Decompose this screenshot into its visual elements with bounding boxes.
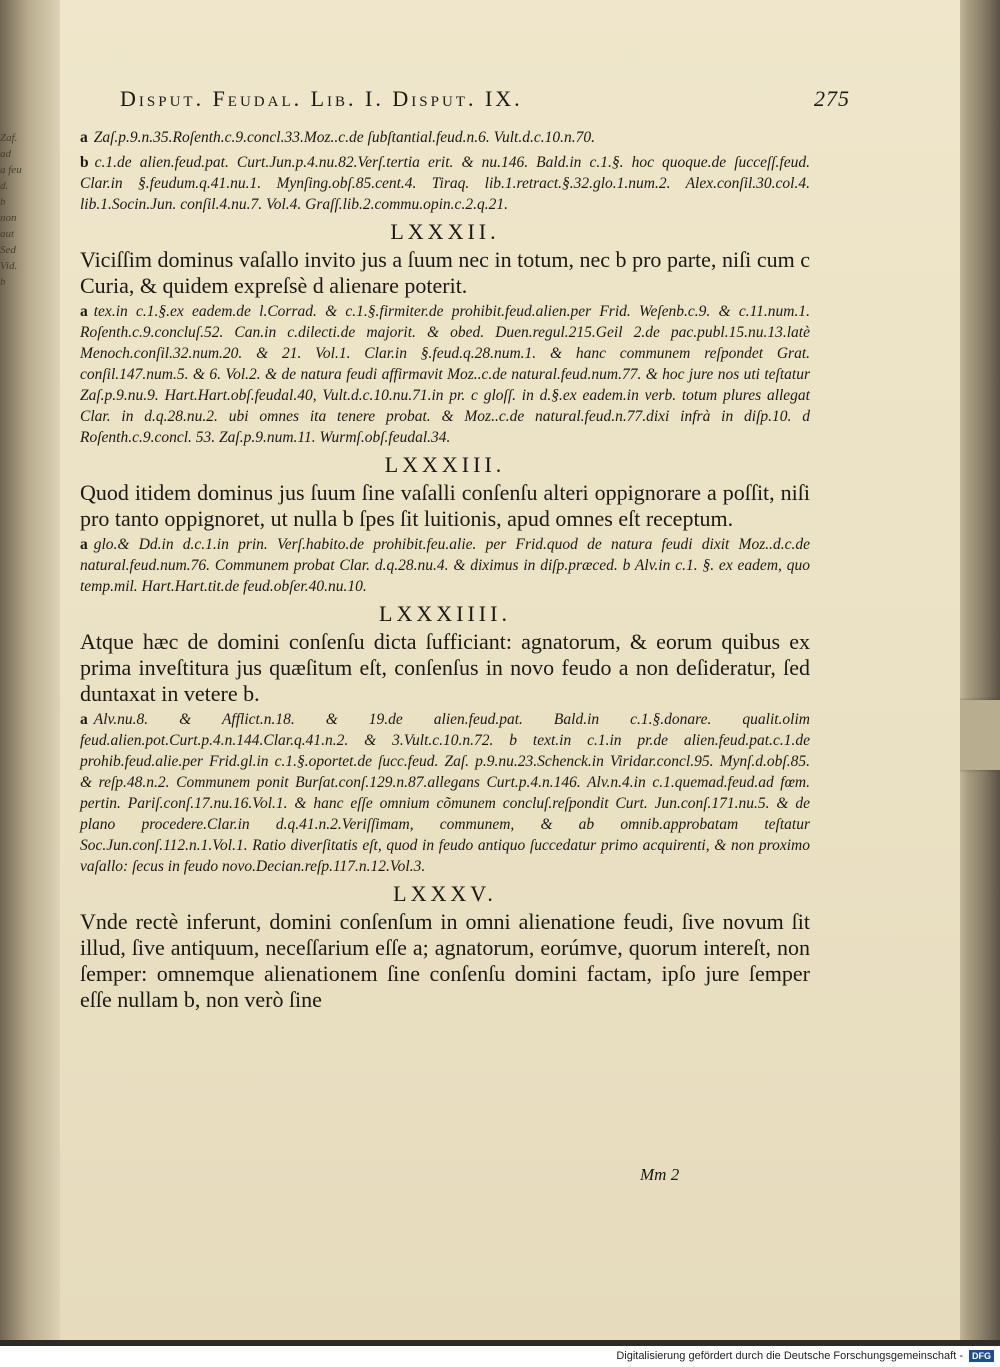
margin-note: non bbox=[0, 212, 17, 224]
section-number: LXXXV. bbox=[393, 881, 497, 906]
margin-note: Sed bbox=[0, 244, 16, 256]
body-paragraph: Atque hæc de domini conſenſu dicta ſufficiant: agnatorum, & eorum quibus ex prima inveſtitura jus quæſitum eſt, conſenſus in novo feudo a non deſideratur, ſed duntaxat in vetere b. bbox=[80, 629, 810, 706]
margin-note: aut bbox=[0, 228, 15, 240]
page-number: 275 bbox=[814, 86, 850, 111]
section-number: LXXXIIII. bbox=[379, 601, 511, 626]
page-body bbox=[80, 125, 810, 1013]
running-title: Disput. Feudal. Lib. I. Disput. IX. bbox=[120, 86, 523, 111]
running-header bbox=[120, 86, 850, 112]
page bbox=[60, 0, 960, 1340]
catchword-signature: Mm 2 bbox=[640, 1165, 680, 1184]
dfg-logo: DFG bbox=[969, 1350, 994, 1362]
margin-note: Vid. bbox=[0, 260, 18, 272]
right-page-stack bbox=[955, 0, 1000, 1340]
footer-text: Digitalisierung gefördert durch die Deutsche Forschungsgemeinschaft - bbox=[616, 1350, 963, 1362]
body-paragraph: Quod itidem dominus jus ſuum ſine vaſalli conſenſu alteri oppignorare a poſſit, niſi pro tanto oppignoret, ut nulla b ſpes ſit luitionis, apud omnes eſt receptum. bbox=[80, 480, 810, 531]
footnote bbox=[80, 534, 810, 597]
margin-note: ad bbox=[0, 148, 11, 160]
left-margin-notes bbox=[0, 130, 60, 550]
footnote-marker: a bbox=[80, 303, 88, 320]
footnote-marker: a bbox=[80, 129, 88, 146]
section-number: LXXXII. bbox=[390, 219, 500, 244]
footnote-text: Zaſ.p.9.n.35.Roſenth.c.9.concl.33.Moz..c.de ſubſtantial.feud.n.6. Vult.d.c.10.n.70. bbox=[93, 129, 595, 146]
margin-note: d. bbox=[0, 180, 9, 192]
margin-note: b bbox=[0, 276, 6, 288]
margin-note: b bbox=[0, 196, 6, 208]
footnote-marker: a bbox=[80, 711, 88, 728]
footnote bbox=[80, 709, 810, 877]
margin-note: Zaf. bbox=[0, 132, 18, 144]
footnote-text: glo.& Dd.in d.c.1.in prin. Verſ.habito.de prohibit.feu.alie. per Frid.quod de natura feudi dixit Moz..d.c.de natural.feud.num.76. Communem probat Clar. d.q.28.nu.4. & diximus in diſp.præced. b Alv.in c.1. §. ex eadem, quo temp.mil. Hart.Hart.tit.de feud.obſer.40.nu.10. bbox=[80, 536, 810, 595]
body-paragraph: Viciſſim dominus vaſallo invito jus a ſuum nec in totum, nec b pro parte, niſi cum c Curia, & quidem expreſsè d alienare poterit. bbox=[80, 247, 810, 298]
footnote-text: Alv.nu.8. & Afflict.n.18. & 19.de alien.feud.pat. Bald.in c.1.§.donare. qualit.olim feud.alien.pot.Curt.p.4.n.144.Clar.q.41.n.2. & 3.Vult.c.10.n.72. b text.in c.1.in pr.de alien.feud.pat.c.1.de prohib.feud.alie.per Frid.gl.in c.1.§.oportet.de ſucc.feud. Zaſ. p.9.nu.23.Schenck.in Viridar.concl.95. Mynſ.d.obſ.85. & reſp.48.n.2. Communem ponit Burſat.conſ.129.n.87.allegans Curt.p.4.n.146. Alv.n.4.in c.1.quemad.feud.ad fœm. pertin. Pariſ.conſ.17.nu.16.Vol.1. & hanc eſſe omnium cõmunem concluſ.reſpondit Curt. Jun.conſ.171.nu.5. & de plano procedere.Clar.in d.q.41.n.2.Veriſſimam, communem, & ab omnib.approbatam teſtatur Soc.Jun.conſ.112.n.1.Vol.1. Ratio diverſitatis eſt, quod in feudo antiquo ſuccedatur primo acquirenti, & non proximo vaſallo: ſecus in feudo novo.Decian.reſp.117.n.12.Vol.3. bbox=[80, 711, 810, 875]
footnote-marker: a bbox=[80, 536, 88, 553]
footnote bbox=[80, 127, 810, 148]
section-number: LXXXIII. bbox=[384, 452, 506, 477]
margin-note: a feu bbox=[0, 164, 22, 176]
digitization-footer bbox=[0, 1346, 1000, 1367]
body-paragraph: Vnde rectè inferunt, domini conſenſum in omni alienatione feudi, ſive novum ſit illud, ſive antiquum, neceſſarium eſſe a; agnatorum, eorúmve, quorum intereſt, non ſemper: omnemque alienationem ſine conſenſu domini factam, ipſo jure ſemper eſſe nullam b, non verò ſine bbox=[80, 909, 810, 1012]
footnote-text: tex.in c.1.§.ex eadem.de l.Corrad. & c.1.§.firmiter.de prohibit.feud.alien.per Frid. Weſenb.c.9. & c.11.num.1. Roſenth.c.9.concluſ.52. Can.in c.dilecti.de majorit. & obed. Duen.regul.215.Geil 2.de pac.publ.15.nu.13.latè Menoch.conſil.32.num.20. & 21. Vol.1. Clar.in §.feud.q.28.num.1. & hanc communem reſpondet Grat. conſil.147.num.5. & 6. Vol.2. & de natura feudi affirmavit Moz..c.de natural.feud.num.77. & hoc jure nos uti teſtatur Zaſ.p.9.nu.9. Hart.Hart.obſ.feudal.40, Vult.d.c.10.nu.71.in pr. c gloſſ. in d.§.ex eadem.in verb. totum plures allegat Clar. in d.q.28.nu.2. ubi omnes ita tenere probat. & Moz..c.de natural.feud.n.77.dixi infrà in diſp.10. d Roſenth.c.9.concl. 53. Zaſ.p.9.num.11. Wurmſ.obſ.feudal.34. bbox=[80, 303, 810, 446]
footnote bbox=[80, 152, 810, 215]
footnote-text: c.1.de alien.feud.pat. Curt.Jun.p.4.nu.82.Verſ.tertia erit. & nu.146. Bald.in c.1.§. hoc quoque.de ſucceſſ.feud. Clar.in §.feudum.q.41.nu.1. Mynſing.obſ.85.cent.4. Tiraq. lib.1.retract.§.32.glo.1.num.2. Alex.conſil.30.col.4. lib.1.Socin.Jun. conſil.4.nu.7. Vol.4. Graſſ.lib.2.commu.opin.c.2.q.21. bbox=[80, 154, 810, 213]
footnote bbox=[80, 301, 810, 448]
footnote-marker: b bbox=[80, 154, 89, 171]
